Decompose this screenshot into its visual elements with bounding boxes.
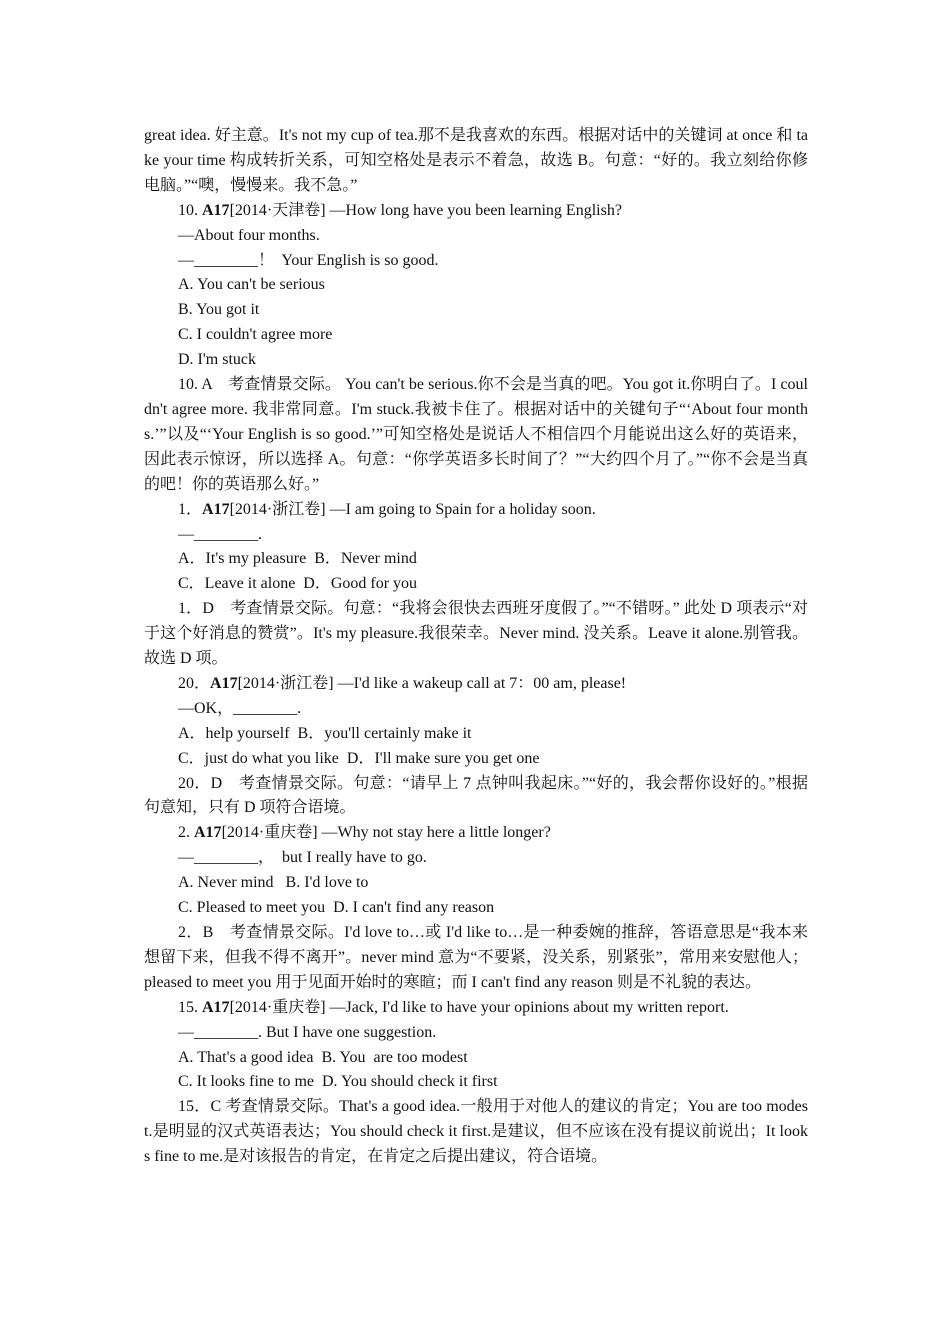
option-line (144, 1021, 808, 1046)
text-run: 20．D 考查情景交际。句意：“请早上 7 点钟叫我起床。”“好的，我会帮你设好的。”根据句意知，只有 D 项符合语境。 (144, 774, 808, 817)
option-line (144, 298, 808, 323)
option-line (144, 523, 808, 548)
text-run: 1．D 考查情景交际。句意：“我将会很快去西班牙度假了。”“不错呀。” 此处 D 项表示“对于这个好消息的赞赏”。It's my pleasure.我很荣幸。Never mind. 没关系。Leave it alone.别管我。故选 D 项。 (144, 600, 808, 668)
text-run: C．just do what you like D．I'll make sure you get one (178, 749, 540, 767)
option-line (144, 1046, 808, 1071)
text-run: [2014·重庆卷] —Why not stay here a little longer? (221, 824, 551, 842)
text-run: great idea. 好主意。It's not my cup of tea.那不是我喜欢的东西。根据对话中的关键词 at once 和 take your time 构成转折关系，可知空格处是表示不着急，故选 B。句意：“好的。我立刻给你修电脑。”“噢，慢慢来。我不急。” (144, 127, 808, 194)
topic-code: A17 (202, 201, 230, 219)
option-line (144, 547, 808, 572)
document-body (144, 124, 808, 1170)
option-line (144, 896, 808, 921)
question-or-answer-paragraph (144, 772, 808, 822)
topic-code: A17 (202, 500, 230, 518)
option-line (144, 722, 808, 747)
option-line (144, 1070, 808, 1095)
option-line (144, 348, 808, 373)
text-run: 1． (178, 500, 203, 518)
option-line (144, 572, 808, 597)
text-run: C. Pleased to meet you D. I can't find any reason (178, 899, 495, 917)
option-line (144, 273, 808, 298)
option-line (144, 871, 808, 896)
text-run: —OK，________. (178, 699, 302, 717)
text-run: 10. A 考查情景交际。 You can't be serious.你不会是当真的吧。You got it.你明白了。I couldn't agree more. 我非常同意。I'm stuck.我被卡住了。根据对话中的关键句子“‘About four months.’”以及“‘Your English is so good.’”可知空格处是说话人不相信四个月能说出这么好的英语来，因此表示惊讶，所以选择 A。句意：“你学英语多长时间了？”“大约四个月了。”“你不会是当真的吧！你的英语那么好。” (144, 376, 808, 493)
text-run: —________！ Your English is so good. (178, 251, 439, 269)
option-line (144, 846, 808, 871)
text-run: [2014·浙江卷] —I'd like a wakeup call at 7：00 am, please! (237, 674, 627, 692)
question-or-answer-paragraph (144, 373, 808, 498)
text-run: A．It's my pleasure B．Never mind (178, 550, 417, 568)
question-or-answer-paragraph (144, 1095, 808, 1170)
option-line (144, 249, 808, 274)
option-line (144, 697, 808, 722)
text-run: 2．B 考查情景交际。I'd love to…或 I'd like to…是一种委婉的推辞，答语意思是“我本来想留下来，但我不得不离开”。never mind 意为“不要紧，没关系，别紧张”，常用来安慰他人；pleased to meet you 用于见面开始时的寒暄；而 I can't find any reason 则是不礼貌的表达。 (144, 924, 808, 991)
continued-paragraph (144, 124, 808, 199)
text-run: 15. (178, 998, 202, 1016)
topic-code: A17 (202, 998, 230, 1016)
text-run: B. You got it (178, 301, 260, 319)
option-line (144, 323, 808, 348)
text-run: A. You can't be serious (178, 276, 325, 294)
text-run: A. Never mind B. I'd love to (178, 874, 369, 892)
question-or-answer-paragraph (144, 921, 808, 996)
text-run: 20． (178, 674, 211, 692)
text-run: —________， but I really have to go. (178, 849, 427, 867)
text-run: 15．C 考查情景交际。That's a good idea.一般用于对他人的建议的肯定；You are too modest.是明显的汉式英语表达；You should check it first.是建议，但不应该在没有提议前说出；It looks fine to me.是对该报告的肯定，在肯定之后提出建议，符合语境。 (144, 1098, 808, 1166)
text-run: C. It looks fine to me D. You should check it first (178, 1073, 498, 1091)
text-run: C. I couldn't agree more (178, 326, 333, 344)
question-or-answer-paragraph (144, 996, 808, 1021)
text-run: [2014·浙江卷] —I am going to Spain for a holiday soon. (229, 500, 596, 518)
question-or-answer-paragraph (144, 597, 808, 672)
text-run: A. That's a good idea B. You are too modest (178, 1048, 468, 1066)
text-run: [2014·天津卷] —How long have you been learning English? (229, 201, 622, 219)
text-run: A．help yourself B．you'll certainly make it (178, 724, 472, 742)
option-line (144, 747, 808, 772)
text-run: 10. (178, 201, 202, 219)
text-run: —________. But I have one suggestion. (178, 1023, 437, 1041)
question-or-answer-paragraph (144, 199, 808, 224)
topic-code: A17 (210, 674, 238, 692)
question-or-answer-paragraph (144, 672, 808, 697)
text-run: 2. (178, 824, 194, 842)
text-run: [2014·重庆卷] —Jack, I'd like to have your opinions about my written report. (229, 998, 729, 1016)
topic-code: A17 (194, 824, 222, 842)
question-or-answer-paragraph (144, 498, 808, 523)
text-run: D. I'm stuck (178, 351, 256, 369)
question-or-answer-paragraph (144, 821, 808, 846)
text-run: —About four months. (178, 226, 320, 244)
text-run: —________. (178, 525, 262, 543)
option-line (144, 224, 808, 249)
text-run: C．Leave it alone D．Good for you (178, 575, 418, 593)
